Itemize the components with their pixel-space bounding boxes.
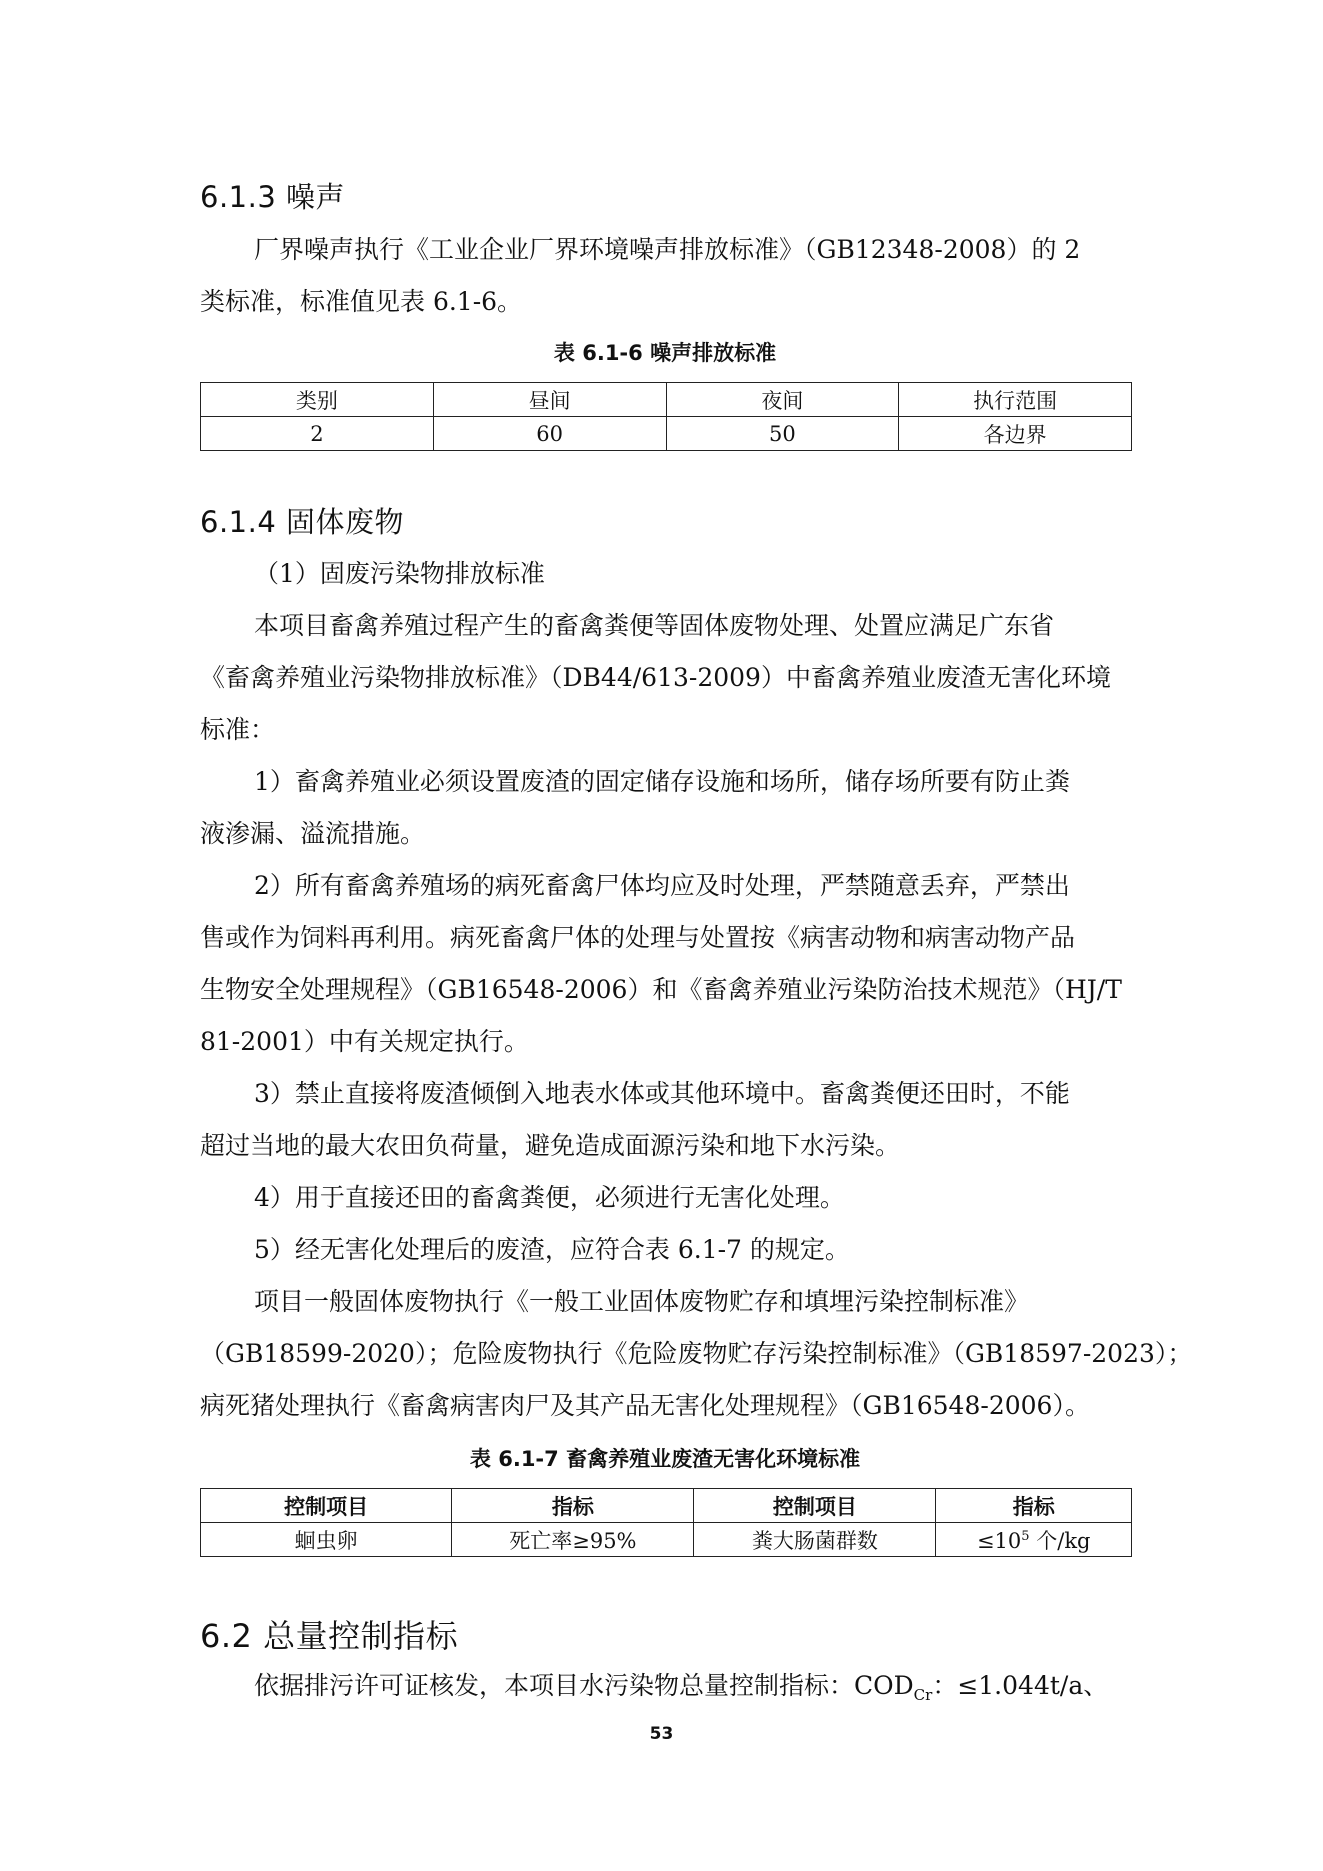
cell-text: ≤10 (976, 1528, 1022, 1553)
table-row (201, 417, 1132, 451)
table-cell: 蛔虫卵 (201, 1523, 452, 1557)
table-header-row (201, 383, 1132, 417)
section-heading-6-1-4: 6.1.4 固体废物 (200, 505, 405, 539)
cell-text: 个/kg (1029, 1528, 1091, 1553)
noise-standard-table (200, 382, 1132, 451)
paragraph-line: 4）用于直接还田的畜禽粪便，必须进行无害化处理。 (254, 1183, 845, 1212)
paragraph-line: 本项目畜禽养殖过程产生的畜禽粪便等固体废物处理、处置应满足广东省 (254, 611, 1055, 640)
table-caption-6-1-7: 表 6.1-7 畜禽养殖业废渣无害化环境标准 (469, 1447, 861, 1471)
table-cell: 60 (433, 417, 666, 451)
table-cell: 粪大肠菌群数 (694, 1523, 936, 1557)
table-header-cell: 控制项目 (694, 1489, 936, 1523)
table-cell: 死亡率≥95% (452, 1523, 694, 1557)
table-cell (936, 1523, 1132, 1557)
paragraph-line: 病死猪处理执行《畜禽病害肉尸及其产品无害化处理规程》（GB16548-2006）。 (200, 1391, 1090, 1420)
table-row (201, 1523, 1132, 1557)
paragraph-line: 液渗漏、溢流措施。 (200, 819, 426, 848)
table-header-cell: 控制项目 (201, 1489, 452, 1523)
paragraph-line: 标准： (200, 715, 276, 744)
line-text: ：≤1.044t/a、 (932, 1671, 1109, 1700)
section-heading-6-2: 6.2 总量控制指标 (200, 1617, 459, 1655)
paragraph-line: （1）固废污染物排放标准 (254, 559, 545, 588)
paragraph-line: 5）经无害化处理后的废渣，应符合表 6.1-7 的规定。 (254, 1235, 850, 1264)
waste-standard-table (200, 1488, 1132, 1557)
superscript: 5 (1021, 1528, 1030, 1544)
subscript: Cr (913, 1686, 933, 1704)
line-text: 依据排污许可证核发，本项目水污染物总量控制指标：COD (254, 1671, 914, 1700)
page-number: 53 (649, 1724, 674, 1744)
paragraph-line: 类标准，标准值见表 6.1-6。 (200, 287, 523, 316)
table-cell: 50 (666, 417, 899, 451)
table-cell: 各边界 (899, 417, 1132, 451)
paragraph-line: 超过当地的最大农田负荷量，避免造成面源污染和地下水污染。 (200, 1131, 901, 1160)
table-header-cell: 昼间 (433, 383, 666, 417)
paragraph-line: 厂界噪声执行《工业企业厂界环境噪声排放标准》（GB12348-2008）的 2 (254, 235, 1081, 264)
paragraph-line (254, 1660, 1130, 1721)
paragraph-line: 售或作为饲料再利用。病死畜禽尸体的处理与处置按《病害动物和病害动物产品 (200, 923, 1076, 952)
table-header-cell: 类别 (201, 383, 434, 417)
paragraph-line: 项目一般固体废物执行《一般工业固体废物贮存和填埋污染控制标准》 (254, 1287, 1030, 1316)
table-header-cell: 指标 (936, 1489, 1132, 1523)
paragraph-line: 1）畜禽养殖业必须设置废渣的固定储存设施和场所，储存场所要有防止粪 (254, 767, 1070, 796)
table-header-cell: 夜间 (666, 383, 899, 417)
table-cell: 2 (201, 417, 434, 451)
paragraph-line: 生物安全处理规程》（GB16548-2006）和《畜禽养殖业污染防治技术规范》（HJ/T (200, 975, 1122, 1004)
table-header-cell: 执行范围 (899, 383, 1132, 417)
paragraph-line: 81-2001）中有关规定执行。 (200, 1027, 529, 1056)
section-heading-6-1-3: 6.1.3 噪声 (200, 180, 346, 214)
paragraph-line: 2）所有畜禽养殖场的病死畜禽尸体均应及时处理，严禁随意丢弃，严禁出 (254, 871, 1070, 900)
table-caption-6-1-6: 表 6.1-6 噪声排放标准 (553, 341, 777, 365)
table-header-cell: 指标 (452, 1489, 694, 1523)
paragraph-line: 《畜禽养殖业污染物排放标准》（DB44/613-2009）中畜禽养殖业废渣无害化环境 (200, 663, 1111, 692)
paragraph-line: （GB18599-2020）；危险废物执行《危险废物贮存污染控制标准》（GB18597-2023）； (200, 1339, 1193, 1368)
paragraph-line: 3）禁止直接将废渣倾倒入地表水体或其他环境中。畜禽粪便还田时，不能 (254, 1079, 1070, 1108)
table-header-row (201, 1489, 1132, 1523)
